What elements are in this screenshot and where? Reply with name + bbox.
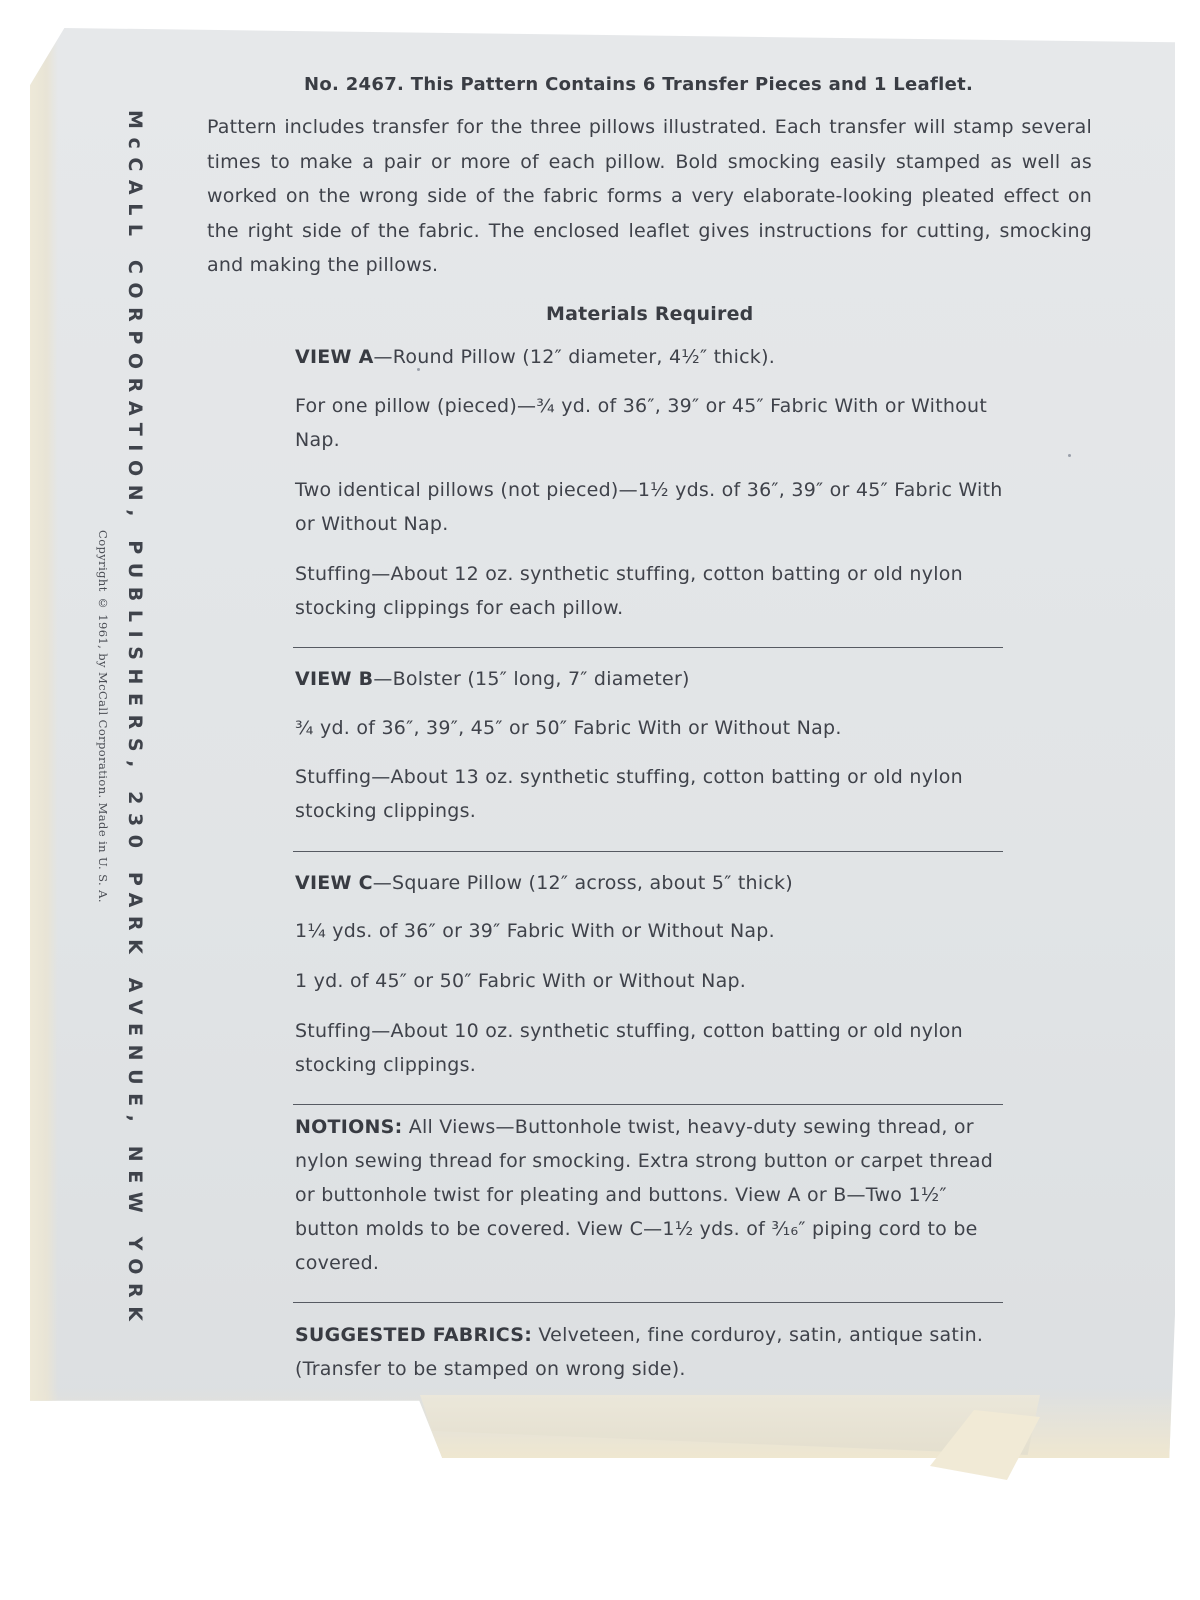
view-c-title-text: —Square Pillow (12″ across, about 5″ thick) <box>372 872 793 894</box>
notions-section <box>295 1110 1005 1280</box>
view-b-label: VIEW B <box>295 668 374 690</box>
view-a-label: VIEW A <box>295 346 374 368</box>
paper-speck <box>417 368 420 371</box>
view-c-line3: Stuffing—About 10 oz. synthetic stuffing, cotton batting or old nylon stocking clippings. <box>295 1020 963 1076</box>
view-b-section <box>295 662 1005 828</box>
materials-heading: Materials Required <box>546 303 754 325</box>
publisher-imprint: McCALL CORPORATION, PUBLISHERS, 230 PARK AVENUE, NEW YORK <box>124 110 146 1330</box>
view-c-label: VIEW C <box>295 872 373 894</box>
view-a-line2: Two identical pillows (not pieced)—1½ yds. of 36″, 39″ or 45″ Fabric With or Without Nap. <box>295 479 1003 535</box>
divider-rule <box>293 851 1003 852</box>
view-b-line2: Stuffing—About 13 oz. synthetic stuffing, cotton batting or old nylon stocking clippings. <box>295 766 963 822</box>
notions-text <box>295 1110 1005 1280</box>
view-a-title-text: —Round Pillow (12″ diameter, 4½″ thick). <box>373 346 776 368</box>
fabrics-text <box>295 1318 1005 1386</box>
fabrics-label: SUGGESTED FABRICS: <box>295 1324 533 1346</box>
fabrics-body: Velveteen, fine corduroy, satin, antique satin. (Transfer to be stamped on wrong side). <box>295 1324 984 1380</box>
divider-rule <box>293 1104 1003 1105</box>
divider-rule <box>293 647 1003 648</box>
fabrics-section <box>295 1318 1005 1386</box>
view-c-line1: 1¼ yds. of 36″ or 39″ Fabric With or Without Nap. <box>295 920 775 942</box>
spine <box>124 110 164 1350</box>
view-a-title <box>295 340 1005 374</box>
pattern-description: Pattern includes transfer for the three pillows illustrated. Each transfer will stamp several times to make a pair or more of each pillow. Bold smocking easily stamped as well as worked on the wrong side of the fabric forms a very elaborate-looking pleated effect on the right side of the fabric. The enclosed leaflet gives instructions for cutting, smocking and making the pillows. <box>207 116 1092 276</box>
copyright-notice: Copyright © 1961, by McCall Corporation. Made in U. S. A. <box>96 530 110 903</box>
view-c-title <box>295 866 1005 900</box>
view-b-line1: ¾ yd. of 36″, 39″, 45″ or 50″ Fabric With or Without Nap. <box>295 717 842 739</box>
view-c-line2: 1 yd. of 45″ or 50″ Fabric With or Without Nap. <box>295 970 747 992</box>
view-a-line3: Stuffing—About 12 oz. synthetic stuffing, cotton batting or old nylon stocking clippings for each pillow. <box>295 563 963 619</box>
view-b-title-text: —Bolster (15″ long, 7″ diameter) <box>373 668 690 690</box>
pattern-title: No. 2467. This Pattern Contains 6 Transfer Pieces and 1 Leaflet. <box>304 74 974 95</box>
notions-label: NOTIONS: <box>295 1116 403 1138</box>
view-b-title <box>295 662 1005 696</box>
envelope-left-edge <box>30 28 58 1458</box>
view-c-section <box>295 866 1005 1082</box>
divider-rule <box>293 1302 1003 1303</box>
notions-body: All Views—Buttonhole twist, heavy-duty sewing thread, or nylon sewing thread for smocking. Extra strong button or carpet thread or buttonhole twist for pleating and buttons. View A or B—Two 1½″ button molds to be covered. View C—1½ yds. of ³⁄₁₆″ piping cord to be covered. <box>295 1116 994 1274</box>
view-a-line1: For one pillow (pieced)—¾ yd. of 36″, 39″ or 45″ Fabric With or Without Nap. <box>295 395 988 451</box>
view-a-section <box>295 340 1005 625</box>
paper-speck <box>1068 454 1071 457</box>
